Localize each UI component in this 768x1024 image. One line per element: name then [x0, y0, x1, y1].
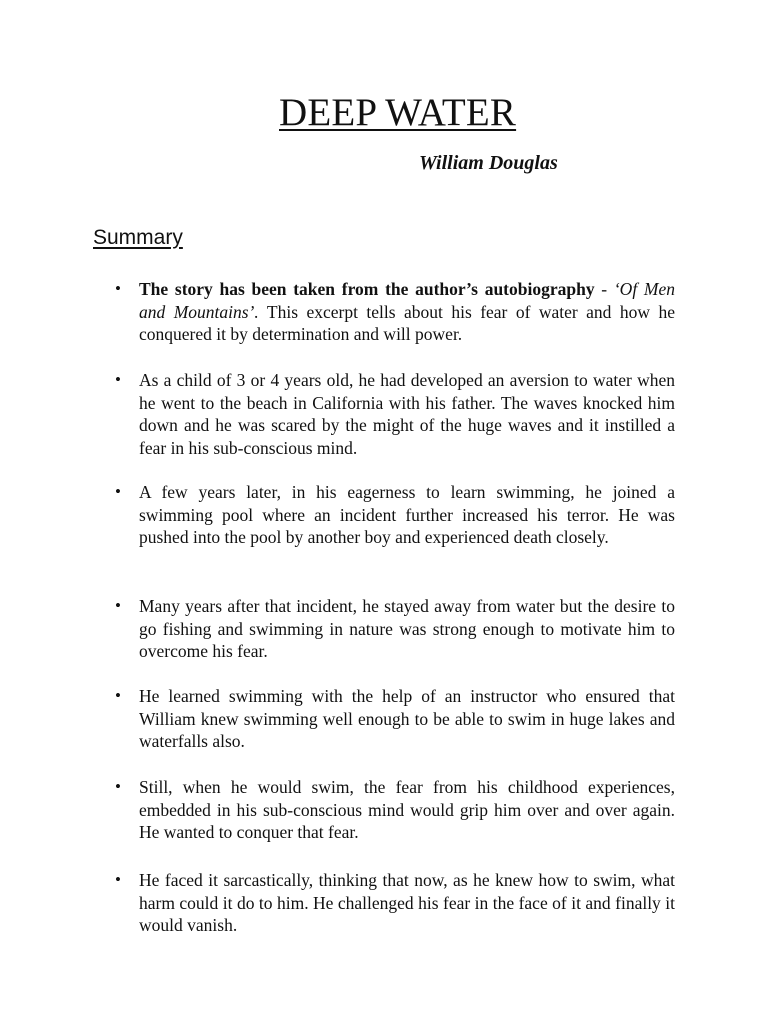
bullet-text: He learned swimming with the help of an instructor who ensured that William knew swimming well enough to be able to swim in huge lakes and waterfalls also. [139, 686, 675, 751]
bullet-lead-bold: The story has been taken from the author’s autobiography [139, 279, 595, 299]
bullet-dot-icon: • [115, 777, 121, 796]
bullet-text: A few years later, in his eagerness to learn swimming, he joined a swimming pool where an incident further increased his terror. He was pushed into the pool by another boy and experienced death closely. [139, 482, 675, 547]
bullet-text: Still, when he would swim, the fear from his childhood experiences, embedded in his sub-conscious mind would grip him over and over again. He wanted to conquer that fear. [139, 777, 675, 842]
bullet-text [139, 278, 675, 346]
document-title: DEEP WATER [279, 91, 517, 134]
bullet-dot-icon: • [115, 370, 121, 389]
bullet-dot-icon: • [115, 686, 121, 705]
bullet-text: He faced it sarcastically, thinking that now, as he knew how to swim, what harm could it do to him. He challenged his fear in the face of it and finally it would vanish. [139, 870, 675, 935]
bullet-text: As a child of 3 or 4 years old, he had developed an aversion to water when he went to the beach in California with his father. The waves knocked him down and he was scared by the might of the huge waves and it instilled a fear in his sub-conscious mind. [139, 370, 675, 458]
bullet-dot-icon: • [115, 870, 121, 889]
bullet-dot-icon: • [115, 482, 121, 501]
bullet-rest: This excerpt tells about his fear of water and how he conquered it by determination and will power. [139, 301, 675, 344]
bullet-dot-icon: • [115, 596, 121, 615]
bullet-dot-icon: • [115, 279, 121, 298]
author-name: William Douglas [419, 152, 558, 174]
bullet-dash: - [594, 279, 614, 299]
book-title: ‘Of Men and Mountains’. [139, 279, 675, 322]
bullet-text: Many years after that incident, he stayed away from water but the desire to go fishing and swimming in nature was strong enough to motivate him to overcome his fear. [139, 596, 675, 661]
section-heading-summary: Summary [93, 226, 183, 249]
